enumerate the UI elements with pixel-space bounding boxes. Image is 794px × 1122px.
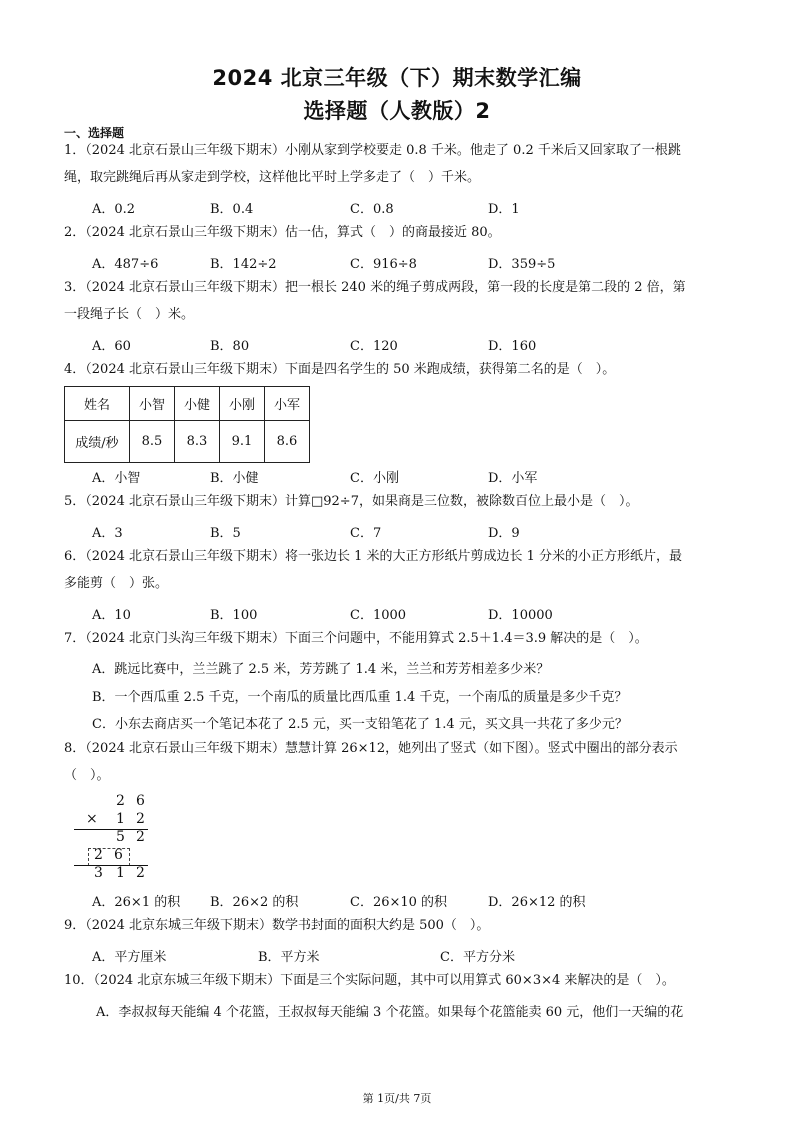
table-cell: 小军 (265, 387, 310, 421)
q10-text-line1: 10．（2024 北京东城三年级下期末）下面是三个实际问题，其中可以用算式 60×3×4 来解决的是（ ）。 (64, 973, 675, 988)
q3-option-d: D．160 (488, 339, 537, 354)
q5-text-line1: 5．（2024 北京石景山三年级下期末）计算□92÷7，如果商是三位数，被除数百位上最小是（ ）。 (64, 494, 639, 509)
q2-text-line1: 2．（2024 北京石景山三年级下期末）估一估，算式（ ）的商最接近 80。 (64, 225, 501, 240)
q10-option-a: A．李叔叔每天能编 4 个花篮，王叔叔每天能编 3 个花篮。如果每个花篮能卖 60 元，他们一天编的花 (96, 1005, 684, 1020)
q3-option-c: C．120 (350, 339, 398, 354)
q5-option-c: C．7 (350, 526, 382, 541)
score-table-header-row (65, 387, 310, 421)
q8-option-a: A．26×1 的积 (92, 895, 181, 910)
q2-option-b: B．142÷2 (210, 257, 277, 272)
q7-option-b: B．一个西瓜重 2.5 千克，一个南瓜的质量比西瓜重 1.4 千克，一个南瓜的质量是多少千克？ (92, 690, 628, 705)
q1-option-c: C．0.8 (350, 202, 394, 217)
document-title: 2024 北京三年级（下）期末数学汇编 (212, 66, 582, 90)
table-cell: 8.3 (175, 421, 220, 463)
page-footer: 第 1页/共 7页 (362, 1092, 432, 1105)
digit: 2 (136, 811, 145, 827)
q5-option-a: A．3 (92, 526, 123, 541)
q4-option-d: D．小军 (488, 471, 538, 486)
digit: 1 (116, 865, 125, 881)
section-heading: 一、选择题 (64, 126, 125, 140)
table-cell: 小健 (175, 387, 220, 421)
table-cell: 姓名 (65, 387, 130, 421)
q9-text-line1: 9．（2024 北京东城三年级下期末）数学书封面的面积大约是 500（ ）。 (64, 918, 490, 933)
vertical-multiplication (70, 791, 160, 881)
q4-text-line1: 4．（2024 北京石景山三年级下期末）下面是四名学生的 50 米跑成绩，获得第二名的是（ ）。 (64, 362, 616, 377)
q4-option-a: A．小智 (92, 471, 141, 486)
q6-text-line2: 多能剪（ ）张。 (64, 576, 169, 591)
q1-option-d: D．1 (488, 202, 520, 217)
q3-text-line1: 3．（2024 北京石景山三年级下期末）把一根长 240 米的绳子剪成两段，第一段的长度是第二段的 2 倍，第 (64, 280, 686, 295)
q7-option-c: C．小东去商店买一个笔记本花了 2.5 元，买一支铅笔花了 1.4 元，买文具一共花了多少元？ (92, 717, 628, 732)
table-cell: 9.1 (220, 421, 265, 463)
q2-option-d: D．359÷5 (488, 257, 556, 272)
digit: 5 (116, 829, 125, 845)
score-table (64, 386, 310, 463)
q4-option-c: C．小刚 (350, 471, 399, 486)
table-cell: 成绩/秒 (65, 421, 130, 463)
digit: 6 (114, 847, 123, 863)
q8-option-b: B．26×2 的积 (210, 895, 299, 910)
q9-option-c: C．平方分米 (440, 950, 515, 965)
digit: 2 (94, 847, 103, 863)
q8-text-line2: （ ）。 (64, 768, 110, 783)
q8-option-c: C．26×10 的积 (350, 895, 448, 910)
q2-option-c: C．916÷8 (350, 257, 417, 272)
q5-option-d: D．9 (488, 526, 520, 541)
q4-option-b: B．小健 (210, 471, 259, 486)
q7-option-a: A．跳远比赛中，兰兰跳了 2.5 米，芳芳跳了 1.4 米，兰兰和芳芳相差多少米？ (92, 662, 550, 677)
q5-option-b: B．5 (210, 526, 241, 541)
q6-option-b: B．100 (210, 608, 258, 623)
q1-text-line2: 绳，取完跳绳后再从家走到学校，这样他比平时上学多走了（ ）千米。 (64, 170, 481, 185)
table-cell: 小刚 (220, 387, 265, 421)
q6-text-line1: 6．（2024 北京石景山三年级下期末）将一张边长 1 米的大正方形纸片剪成边长 1 分米的小正方形纸片，最 (64, 549, 683, 564)
table-cell: 8.5 (130, 421, 175, 463)
q3-option-a: A．60 (92, 339, 131, 354)
table-cell: 小智 (130, 387, 175, 421)
multiply-sign: × (86, 811, 98, 827)
q2-option-a: A．487÷6 (92, 257, 159, 272)
q8-text-line1: 8．（2024 北京石景山三年级下期末）慧慧计算 26×12，她列出了竖式（如下图）。竖式中圈出的部分表示 (64, 741, 678, 756)
q6-option-d: D．10000 (488, 608, 553, 623)
digit: 2 (116, 793, 125, 809)
digit: 3 (94, 865, 103, 881)
q7-text-line1: 7．（2024 北京门头沟三年级下期末）下面三个问题中，不能用算式 2.5＋1.4＝3.9 解决的是（ ）。 (64, 631, 648, 646)
q6-option-c: C．1000 (350, 608, 407, 623)
q9-option-b: B．平方米 (258, 950, 320, 965)
q9-option-a: A．平方厘米 (92, 950, 167, 965)
q3-option-b: B．80 (210, 339, 250, 354)
q6-option-a: A．10 (92, 608, 131, 623)
score-table-data-row (65, 421, 310, 463)
q1-option-a: A．0.2 (92, 202, 136, 217)
q1-text-line1: 1．（2024 北京石景山三年级下期末）小刚从家到学校要走 0.8 千米。他走了 0.2 千米后又回家取了一根跳 (64, 143, 681, 158)
digit: 2 (136, 865, 145, 881)
digit: 6 (136, 793, 145, 809)
digit: 1 (116, 811, 125, 827)
table-cell: 8.6 (265, 421, 310, 463)
q3-text-line2: 一段绳子长（ ）米。 (64, 307, 195, 322)
q1-option-b: B．0.4 (210, 202, 254, 217)
document-subtitle: 选择题（人教版）2 (303, 99, 491, 123)
digit: 2 (136, 829, 145, 845)
q8-option-d: D．26×12 的积 (488, 895, 586, 910)
